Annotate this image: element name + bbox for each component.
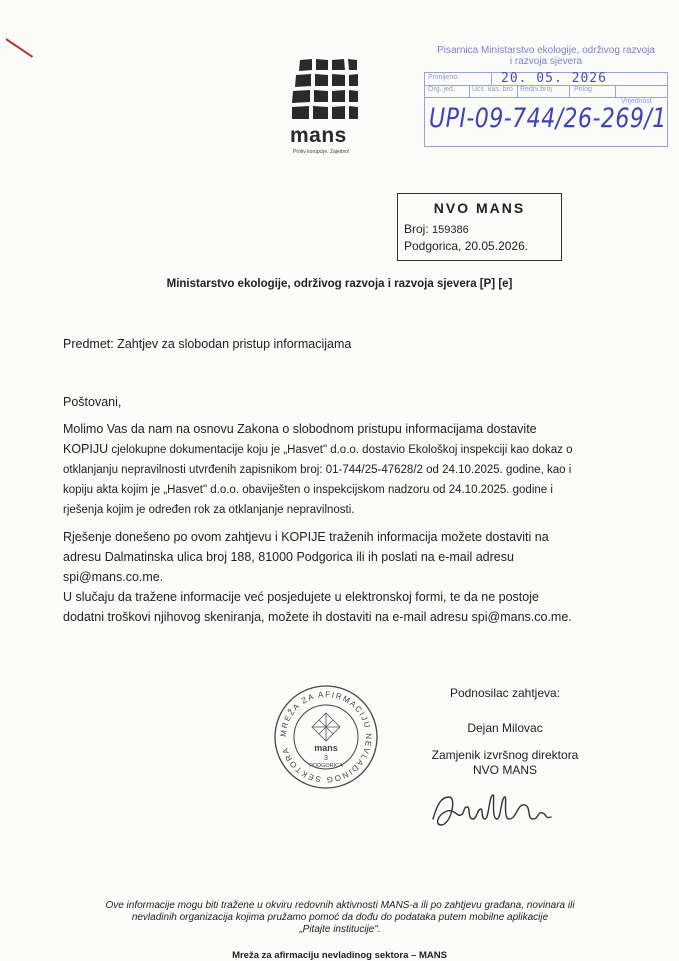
- signature-name: Dejan Milovac: [467, 721, 543, 735]
- p2-line-2: adresu Dalmatinska ulica broj 188, 81000 Podgorica ili ih poslati na e-mail adresu: [63, 550, 514, 564]
- received-label-cell: [425, 73, 492, 85]
- col-redni: Redni broj: [520, 86, 552, 93]
- received-label: Primljeno:: [428, 74, 460, 81]
- p1-line-2: [63, 439, 623, 460]
- col-redni-cell: [517, 85, 570, 97]
- registry-stamp-title: [424, 45, 668, 67]
- p3-line-2: dodatni troškovi njihovog skeniranja, možete ih dostaviti na e-mail adresu spi@mans.co.me.: [63, 610, 572, 624]
- p1-line-3: otklanjanju nepravilnosti utvrđenih zapisnikom broj: 01-744/25-47628/2 od 24.10.2025. godine, kao i: [63, 464, 572, 476]
- p1-caps-word: KOPIJU: [63, 442, 109, 456]
- signature-role: Zamjenik izvršnog direktora: [431, 748, 579, 762]
- col-prilog-cell: [569, 85, 616, 97]
- col-klas-cell: [469, 85, 518, 97]
- registry-title-line2: i razvoja sjevera: [509, 56, 583, 67]
- p1-line-2-rest: cjelokupne dokumentacije koju je „Hasvet" d.o.o. dostavio Ekološkoj inspekciji kao dokaz o: [108, 444, 573, 456]
- footer-note-line1: Ove informacije mogu biti tražene u okviru redovnih aktivnosti MANS-a ili po zahtjevu građana, novinara ili: [105, 900, 575, 911]
- col-prilog: Prilog: [574, 86, 592, 93]
- registry-title-line1: Pisarnica Ministarstvo ekologije, održivog razvoja: [437, 45, 655, 56]
- body-paragraph-3: [63, 587, 623, 627]
- p2-line-1: Rješenje donešeno po ovom zahtjevu i KOPIJE traženih informacija možete dostaviti na: [63, 530, 549, 544]
- registry-handwritten-number: UPI-09-744/26-269/1: [429, 103, 667, 134]
- registry-stamp-table: [424, 72, 668, 147]
- nvo-place-date: Podgorica, 20.05.2026.: [404, 239, 529, 253]
- p1-line-4: kopiju akta kojim je „Hasvet" d.o.o. obaviješten o inspekcijskom nadzoru od 24.10.2025. godine i: [63, 484, 553, 496]
- footer-note-line3: „Pitajte institucije".: [299, 924, 381, 935]
- greeting: Poštovani,: [63, 395, 122, 409]
- stamp-center-text: mans: [314, 743, 338, 753]
- col-org: Org. jed.: [428, 86, 455, 93]
- handwritten-signature-icon: [427, 785, 557, 835]
- corner-pen-mark: [5, 38, 33, 58]
- col-klas: Ucs. kas. bro: [472, 86, 513, 93]
- nvo-number-line: [404, 222, 469, 236]
- p1-line-5: rješenja kojim je određen rok za otklanjanje nepravilnosti.: [63, 504, 355, 516]
- nvo-number-value: 159386: [432, 224, 469, 236]
- col-vrijednost: Vrijednost: [621, 98, 652, 105]
- footer-organization: Mreža za afirmaciju nevladinog sektora – MANS: [232, 950, 447, 961]
- subject-line: Predmet: Zahtjev za slobodan pristup informacijama: [63, 337, 352, 351]
- recipient-line: Ministarstvo ekologije, održivog razvoja i razvoja sjevera [P] [e]: [166, 278, 513, 290]
- footer-note-line2: nevladinih organizacija kojima pružamo pomoć da dođu do podataka putem mobilne aplikacije: [131, 912, 549, 923]
- stamp-ring-text: MREŽA ZA AFIRMACIJU NEVLADINOG SEKTORA: [278, 689, 374, 785]
- logo-tagline: Protiv korupcije. Zajedno!: [293, 149, 350, 155]
- col-org-cell: [425, 85, 470, 97]
- p1-line-1: Molimo Vas da nam na osnovu Zakona o slobodnom pristupu informacijama dostavite: [63, 422, 537, 436]
- stamp-city: PODGORICA: [309, 763, 343, 769]
- body-paragraph-2: [63, 527, 623, 587]
- signature-org: NVO MANS: [472, 763, 537, 777]
- nvo-reference-box: [397, 193, 562, 261]
- registry-row-columns: [425, 85, 667, 105]
- p3-line-1: U slučaju da tražene informacije već posjedujete u elektronskoj formi, te da ne postoje: [63, 590, 539, 604]
- p2-line-3: spi@mans.co.me.: [63, 570, 164, 584]
- nvo-number-label: Broj:: [404, 222, 429, 236]
- body-paragraph-1: [63, 419, 623, 520]
- footer-note: [70, 900, 610, 936]
- nvo-title: NVO MANS: [433, 200, 526, 216]
- logo-wordmark: mans: [290, 124, 347, 147]
- round-stamp-icon: [272, 683, 380, 791]
- received-date: 20. 05. 2026: [501, 71, 607, 86]
- signature-label: Podnosilac zahtjeva:: [449, 686, 561, 700]
- stamp-number: 3: [324, 755, 328, 762]
- mans-logo-icon: [292, 58, 358, 124]
